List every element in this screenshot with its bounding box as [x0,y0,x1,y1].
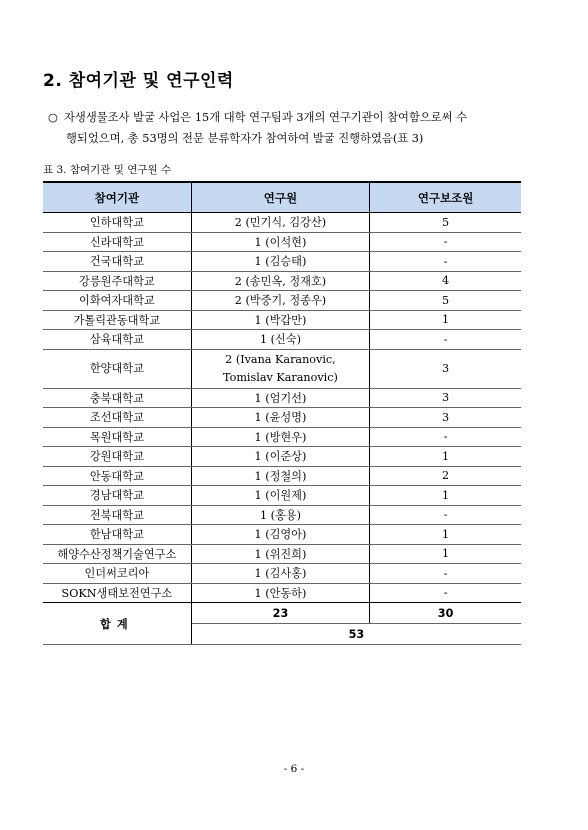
header-researchers: 연구원 [191,182,369,213]
table-row [43,427,521,447]
table-row [43,213,521,233]
cell-assistants: - [370,564,521,584]
cell-researchers: 1 (홍용) [191,505,369,525]
table-header-row [43,182,521,213]
cell-assistants: 1 [370,544,521,564]
cell-institution: 삼육대학교 [43,330,191,350]
cell-assistants: 1 [370,310,521,330]
cell-researchers: 1 (신숙) [191,330,369,350]
table-row [43,583,521,603]
cell-researchers: 1 (김사홍) [191,564,369,584]
table-row [43,505,521,525]
cell-researchers: 1 (김영아) [191,525,369,545]
cell-assistants: - [370,505,521,525]
cell-assistants: - [370,583,521,603]
total-row [43,603,521,624]
cell-researchers: 1 (윤성명) [191,408,369,428]
cell-assistants: 5 [370,291,521,311]
cell-assistants: - [370,330,521,350]
cell-researchers: 2 (송민옥, 정재호) [191,271,369,291]
cell-institution: 가톨릭관동대학교 [43,310,191,330]
cell-institution: 경남대학교 [43,486,191,506]
cell-researchers: 1 (이석현) [191,232,369,252]
cell-researchers: 1 (안동하) [191,583,369,603]
section-heading: 2. 참여기관 및 연구인력 [43,71,234,91]
bullet-icon: ○ [48,111,58,124]
total-assistants: 30 [370,603,521,624]
summary-paragraph [48,107,528,149]
table-caption: 표 3. 참여기관 및 연구원 수 [43,164,172,176]
table-row [43,525,521,545]
cell-researchers-line-2: Tomislav Karanovic) [223,370,338,384]
cell-institution: 한양대학교 [43,349,191,388]
total-researchers: 23 [191,603,369,624]
table-row [43,271,521,291]
cell-researchers: 1 (이원제) [191,486,369,506]
table-row [43,349,521,388]
cell-institution: 안동대학교 [43,466,191,486]
table-row [43,408,521,428]
cell-assistants: 4 [370,271,521,291]
cell-researchers: 1 (박갑만) [191,310,369,330]
table-row [43,252,521,272]
cell-institution: 인더써코리아 [43,564,191,584]
cell-institution: 강릉원주대학교 [43,271,191,291]
cell-institution: 신라대학교 [43,232,191,252]
cell-researchers: 1 (정철의) [191,466,369,486]
cell-assistants: 5 [370,213,521,233]
cell-researchers-line-1: 2 (Ivana Karanovic, [225,352,336,366]
cell-institution: 한남대학교 [43,525,191,545]
cell-assistants: 3 [370,349,521,388]
cell-assistants: - [370,252,521,272]
cell-institution: 전북대학교 [43,505,191,525]
table-row [43,486,521,506]
cell-assistants: - [370,427,521,447]
table-row [43,544,521,564]
header-assistants: 연구보조원 [370,182,521,213]
paragraph-line-1: 자생생물조사 발굴 사업은 15개 대학 연구팀과 3개의 연구기관이 참여함으로써 수 [64,111,468,124]
page-number: - 6 - [283,763,305,775]
paragraph-line-2: 행되었으며, 총 53명의 전문 분류학자가 참여하여 발굴 진행하였음(표 3) [66,132,424,145]
cell-researchers: 2 (민기식, 김강산) [191,213,369,233]
cell-institution: 강원대학교 [43,447,191,467]
institutions-table [43,181,521,645]
table-row [43,447,521,467]
cell-institution: 충북대학교 [43,388,191,408]
cell-institution: 해양수산정책기술연구소 [43,544,191,564]
table-body [43,213,521,645]
cell-researchers: 1 (위진희) [191,544,369,564]
grand-total: 53 [191,624,521,645]
cell-institution: 인하대학교 [43,213,191,233]
table-row [43,388,521,408]
cell-institution: 조선대학교 [43,408,191,428]
cell-researchers: 2 (박중기, 정종우) [191,291,369,311]
cell-assistants: 1 [370,525,521,545]
cell-assistants: 3 [370,388,521,408]
table-row [43,466,521,486]
cell-researchers: 1 (방현우) [191,427,369,447]
cell-researchers [191,349,369,388]
cell-researchers: 1 (김승태) [191,252,369,272]
cell-institution: SOKN생태보전연구소 [43,583,191,603]
table-row [43,564,521,584]
cell-assistants: 1 [370,447,521,467]
cell-assistants: - [370,232,521,252]
cell-assistants: 3 [370,408,521,428]
cell-institution: 목원대학교 [43,427,191,447]
cell-institution: 이화여자대학교 [43,291,191,311]
cell-assistants: 1 [370,486,521,506]
cell-researchers: 1 (이준상) [191,447,369,467]
table-row [43,310,521,330]
cell-assistants: 2 [370,466,521,486]
cell-researchers: 1 (엄기선) [191,388,369,408]
header-institution: 참여기관 [43,182,191,213]
total-label: 합계 [43,603,191,645]
cell-institution: 건국대학교 [43,252,191,272]
table-row [43,232,521,252]
table-row [43,330,521,350]
table-row [43,291,521,311]
